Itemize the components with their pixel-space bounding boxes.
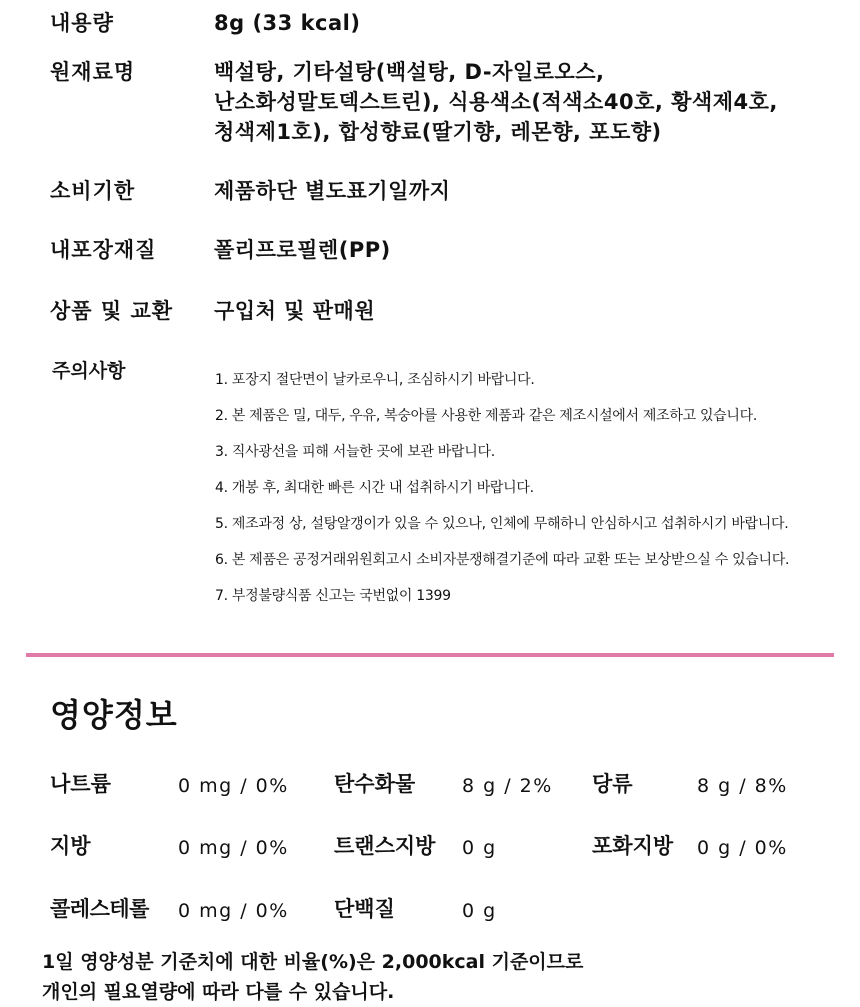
nutrition-label-carbohydrate: 탄수화물 — [334, 772, 416, 796]
footnote-line: 개인의 필요열량에 따라 다를 수 있습니다. — [42, 981, 395, 1003]
nutrition-label-saturated-fat: 포화지방 — [592, 834, 674, 858]
nutrition-value-saturated-fat: 0 g / 0% — [697, 837, 788, 859]
nutrition-value-sodium: 0 mg / 0% — [178, 775, 289, 797]
nutrition-title: 영양정보 — [50, 696, 178, 734]
spec-label: 내포장재질 — [50, 238, 157, 262]
spec-label: 소비기한 — [50, 179, 136, 203]
caution-item: 1. 포장지 절단면이 날카로우니, 조심하시기 바랍니다. — [215, 372, 535, 388]
caution-item: 7. 부정불량식품 신고는 국번없이 1399 — [215, 588, 451, 604]
nutrition-value-fat: 0 mg / 0% — [178, 837, 289, 859]
spec-value-line: 청색제1호), 합성향료(딸기향, 레몬향, 포도향) — [214, 120, 662, 144]
spec-value-line: 8g (33 kcal) — [214, 11, 361, 35]
caution-label: 주의사항 — [52, 360, 126, 382]
spec-value — [214, 176, 854, 206]
spec-value-line: 폴리프로필렌(PP) — [214, 238, 391, 262]
caution-item: 6. 본 제품은 공정거래위원회고시 소비자분쟁해결기준에 따라 교환 또는 보상받으실 수 있습니다. — [215, 552, 790, 568]
nutrition-label-sugars: 당류 — [592, 772, 633, 796]
spec-value — [214, 57, 854, 147]
nutrition-footnote — [42, 947, 583, 1007]
spec-value-line: 구입처 및 판매원 — [214, 299, 376, 323]
nutrition-value-sugars: 8 g / 8% — [697, 775, 788, 797]
nutrition-label-fat: 지방 — [50, 834, 91, 858]
spec-value-line: 난소화성말토덱스트린), 식용색소(적색소40호, 황색제4호, — [214, 90, 778, 114]
nutrition-value-carbohydrate: 8 g / 2% — [462, 775, 553, 797]
nutrition-label-sodium: 나트륨 — [50, 772, 111, 796]
nutrition-label-cholesterol: 콜레스테롤 — [50, 897, 149, 921]
nutrition-label-protein: 단백질 — [334, 897, 395, 921]
caution-item: 2. 본 제품은 밀, 대두, 우유, 복숭아를 사용한 제품과 같은 제조시설에서 제조하고 있습니다. — [215, 408, 757, 424]
footnote-line: 1일 영양성분 기준치에 대한 비율(%)은 2,000kcal 기준이므로 — [42, 951, 584, 973]
caution-item: 3. 직사광선을 피해 서늘한 곳에 보관 바랍니다. — [215, 444, 495, 460]
spec-value — [214, 296, 854, 326]
spec-value-line: 백설탕, 기타설탕(백설탕, D-자일로오스, — [214, 60, 605, 84]
nutrition-value-cholesterol: 0 mg / 0% — [178, 900, 289, 922]
spec-label: 상품 및 교환 — [50, 299, 174, 323]
spec-label: 내용량 — [50, 11, 114, 35]
caution-item: 5. 제조과정 상, 설탕알갱이가 있을 수 있으나, 인체에 무해하니 안심하시고 섭취하시기 바랍니다. — [215, 516, 789, 532]
spec-value — [214, 8, 854, 38]
nutrition-label-trans-fat: 트랜스지방 — [334, 834, 436, 858]
nutrition-value-protein: 0 g — [462, 900, 497, 922]
nutrition-value-trans-fat: 0 g — [462, 837, 497, 859]
spec-label: 원재료명 — [50, 60, 136, 84]
caution-item: 4. 개봉 후, 최대한 빠른 시간 내 섭취하시기 바랍니다. — [215, 480, 534, 496]
spec-value — [214, 235, 854, 265]
caution-list — [215, 362, 789, 614]
spec-value-line: 제품하단 별도표기일까지 — [214, 179, 451, 203]
section-divider — [26, 653, 834, 657]
